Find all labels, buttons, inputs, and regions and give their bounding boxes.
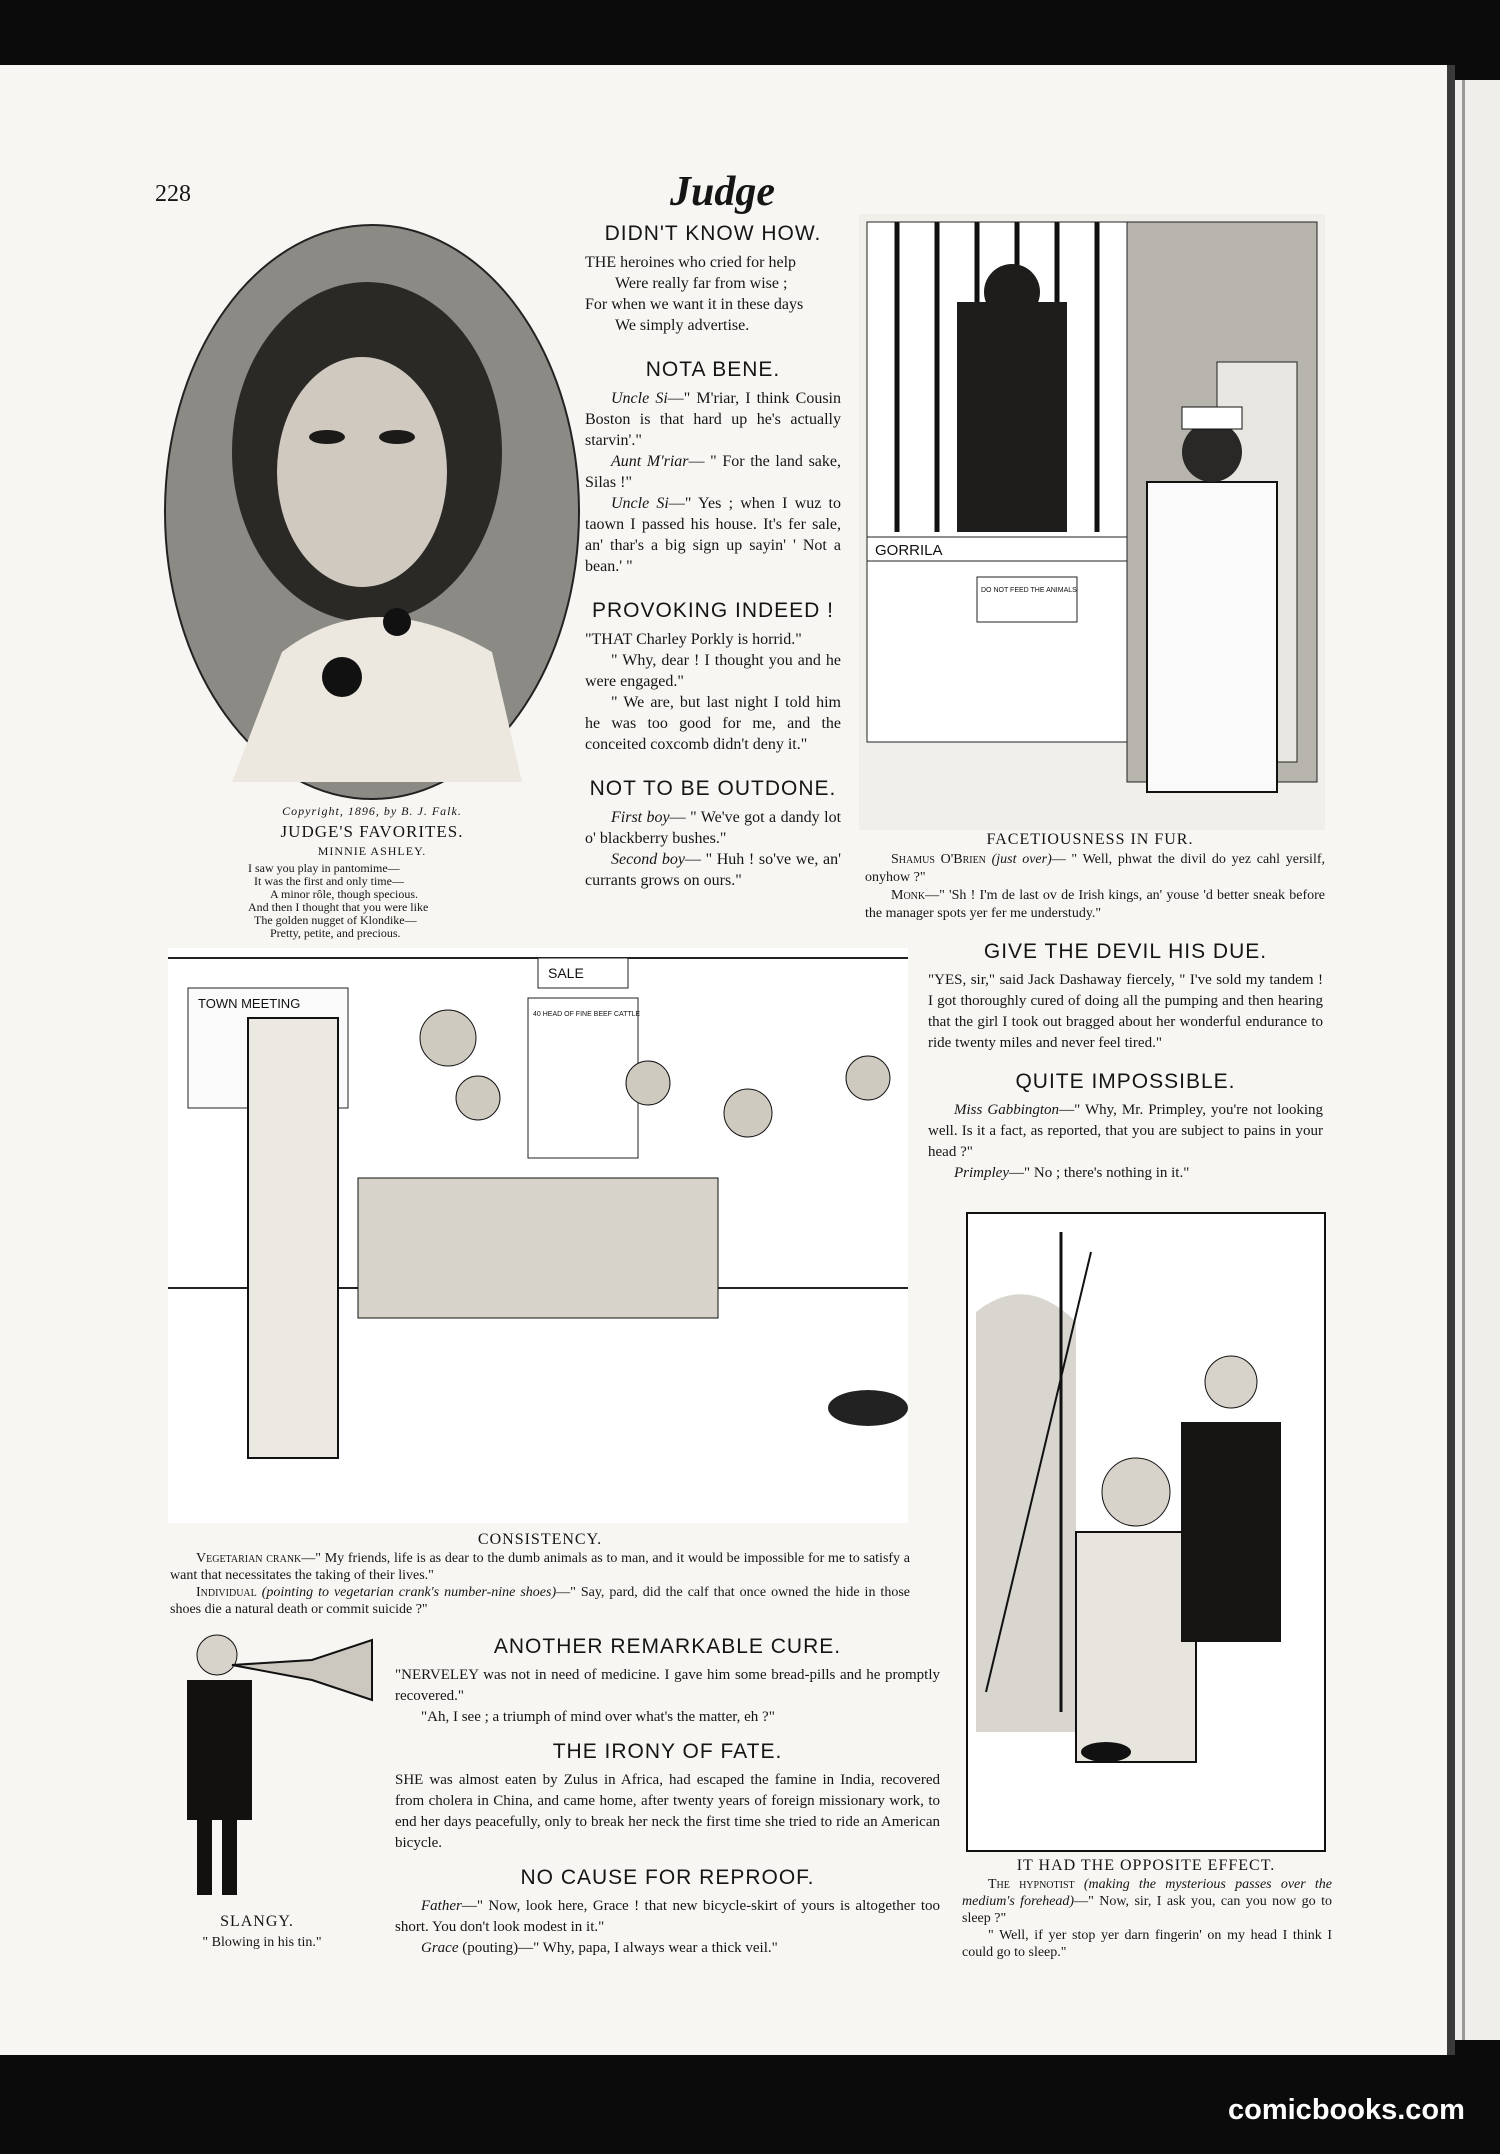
town-meeting-sign: TOWN MEETING [198,996,301,1011]
speaker: First boy [611,809,670,826]
right-column [928,940,1323,1184]
provoking-title: PROVOKING INDEED ! [591,599,835,622]
bottom-middle-column [395,1635,940,1959]
stage-direction: (just over) [991,852,1052,867]
portrait-illustration [162,222,582,802]
verse-line: A minor rôle, though specious. [270,887,418,901]
dialogue: — " Huh ! so've we, an' currants grows on ours." [585,851,841,889]
provoking-text [585,629,841,755]
speaker: Aunt M'riar [611,453,689,470]
slangy-subtitle: " Blowing in his tin." [202,1935,322,1950]
dialogue: —" 'Sh ! I'm de last ov de Irish kings, an' youse 'd better sneak before the manager spots yer fer me understudy." [865,888,1325,921]
dialogue: —" Now, sir, I ask you, can you now go to sleep ?" [962,1894,1332,1926]
dialogue: — " For the land sake, Silas !" [585,453,841,491]
verse-line: The golden nugget of Klondike— [254,913,417,927]
slangy-cartoon [172,1620,377,1910]
sale-sign: SALE [548,965,584,981]
next-page-edge-line [1462,80,1465,2040]
didnt-know-poem [585,252,841,336]
consistency-title: CONSISTENCY. [477,1531,603,1548]
cure-title: ANOTHER REMARKABLE CURE. [493,1635,842,1658]
gorilla-cartoon [857,212,1327,832]
opposite-title: IT HAD THE OPPOSITE EFFECT. [1016,1857,1276,1874]
devil-title: GIVE THE DEVIL HIS DUE. [983,940,1268,963]
reproof-text [395,1896,940,1959]
dialogue: " Well, if yer stop yer darn fingerin' on my head I think I could go to sleep." [962,1928,1332,1960]
portrait-title: JUDGE'S FAVORITES. [280,822,464,841]
speaker: Second boy [611,851,685,868]
verse-line: And then I thought that you were like [248,900,429,914]
speaker: Individual [196,1585,257,1600]
dialogue: — " Well, phwat the divil do yez cahl yersilf, onyhow ?" [865,852,1326,885]
paragraph: "Ah, I see ; a triumph of mind over what's the matter, eh ?" [421,1709,775,1725]
speaker: Monk [891,888,926,903]
verse-line: It was the first and only time— [254,874,404,888]
dialogue: —" Why, Mr. Primpley, you're not looking well. Is it a fact, as reported, that you are subject to pains in your head ?" [928,1102,1324,1160]
irony-title: THE IRONY OF FATE. [552,1740,783,1763]
outdone-text [585,807,841,891]
cure-text [395,1665,940,1728]
paragraph: "NERVELEY was not in need of medicine. I gave him some bread-pills and he promptly recovered." [395,1667,940,1704]
portrait-verse [248,861,508,940]
impossible-title: QUITE IMPOSSIBLE. [1015,1070,1236,1093]
stage-direction: (making the mysterious passes over the medium's forehead) [962,1877,1332,1909]
dialogue: —" Now, look here, Grace ! that new bicycle-skirt of yours is altogether too short. You don't look modest in it." [395,1898,940,1935]
speaker: Vegetarian crank [196,1551,302,1566]
dialogue: —" Say, pard, did the calf that once owned the hide in those shoes die a natural death or commit suicide ?" [170,1585,910,1617]
speaker: Father [421,1898,462,1914]
consistency-text [170,1550,910,1618]
verse-line: I saw you play in pantomime— [248,861,400,875]
poem-line: For when we want it in these days [585,296,804,313]
poem-line: We simply advertise. [615,317,750,334]
do-not-feed-sign: DO NOT FEED THE ANIMALS [981,587,1077,594]
poem-line: THE heroines who cried for help [585,254,797,271]
dialogue: —" My friends, life is as dear to the dumb animals as to man, and it would be impossible for me to satisfy a want that necessitates the taking of their lives." [170,1551,910,1583]
page-number: 228 [155,181,191,207]
slangy-title: SLANGY. [220,1913,294,1930]
paragraph: "THAT Charley Porkly is horrid." [585,631,802,648]
speaker: Uncle Si [611,495,669,512]
nota-bene-text [585,388,841,577]
page-spine [1447,65,1455,2055]
reproof-title: NO CAUSE FOR REPROOF. [520,1866,815,1889]
portrait-copyright: Copyright, 1896, by B. J. Falk. [282,804,462,818]
dialogue: — " We've got a dandy lot o' blackberry bushes." [585,809,842,847]
middle-column [585,222,841,891]
masthead: Judge [670,169,775,215]
speaker: Primpley [954,1165,1009,1181]
speaker: Shamus O'Brien [891,852,986,867]
watermark: comicbooks.com [1228,2094,1465,2126]
speaker: Miss Gabbington [954,1102,1060,1118]
consistency-cartoon [168,948,908,1523]
cattle-sign: 40 HEAD OF FINE BEEF CATTLE [533,1011,641,1018]
didnt-know-title: DIDN'T KNOW HOW. [604,222,822,245]
stage-direction: (pointing to vegetarian crank's number-nine shoes) [261,1585,557,1600]
dialogue: —" No ; there's nothing in it." [1008,1165,1190,1181]
paragraph: " We are, but last night I told him he was too good for me, and the conceited coxcomb didn't deny it." [585,694,841,753]
speaker: Grace [421,1940,459,1956]
outdone-title: NOT TO BE OUTDONE. [589,777,837,800]
speaker: Uncle Si [611,390,668,407]
irony-text: SHE was almost eaten by Zulus in Africa, had escaped the famine in India, recovered from cholera in China, and came home, after twenty years of foreign missionary work, to end her days peacefully, only to break her neck the first time she tried to ride an American bicycle. [395,1772,940,1851]
paragraph: " Why, dear ! I thought you and he were engaged." [585,652,841,690]
dialogue: —" M'riar, I think Cousin Boston is that hard up he's actually starvin'." [585,390,841,449]
verse-line: Pretty, petite, and precious. [270,926,401,940]
dialogue: —" Yes ; when I wuz to taown I passed his house. It's fer sale, an' thar's a big sign up sayin' ' Not a bean.' " [585,495,842,575]
fur-title: FACETIOUSNESS IN FUR. [986,831,1194,848]
portrait-name: MINNIE ASHLEY. [317,844,427,858]
devil-text: "YES, sir," said Jack Dashaway fiercely, " I've sold my tandem ! I got thoroughly cured of doing all the pumping and then hearing that the girl I took out bragged about her wonderful endurance to ride twenty miles and never feel tired." [928,972,1323,1051]
poem-line: Were really far from wise ; [615,275,788,292]
dialogue: (pouting)—" Why, papa, I always wear a thick veil." [458,1940,778,1956]
fur-text [865,851,1325,923]
gorilla-sign: GORRILA [875,542,943,559]
impossible-text [928,1100,1323,1184]
hypnotist-cartoon [966,1212,1326,1852]
speaker: The hypnotist [988,1877,1075,1892]
opposite-text [962,1876,1332,1961]
nota-bene-title: NOTA BENE. [645,358,781,381]
